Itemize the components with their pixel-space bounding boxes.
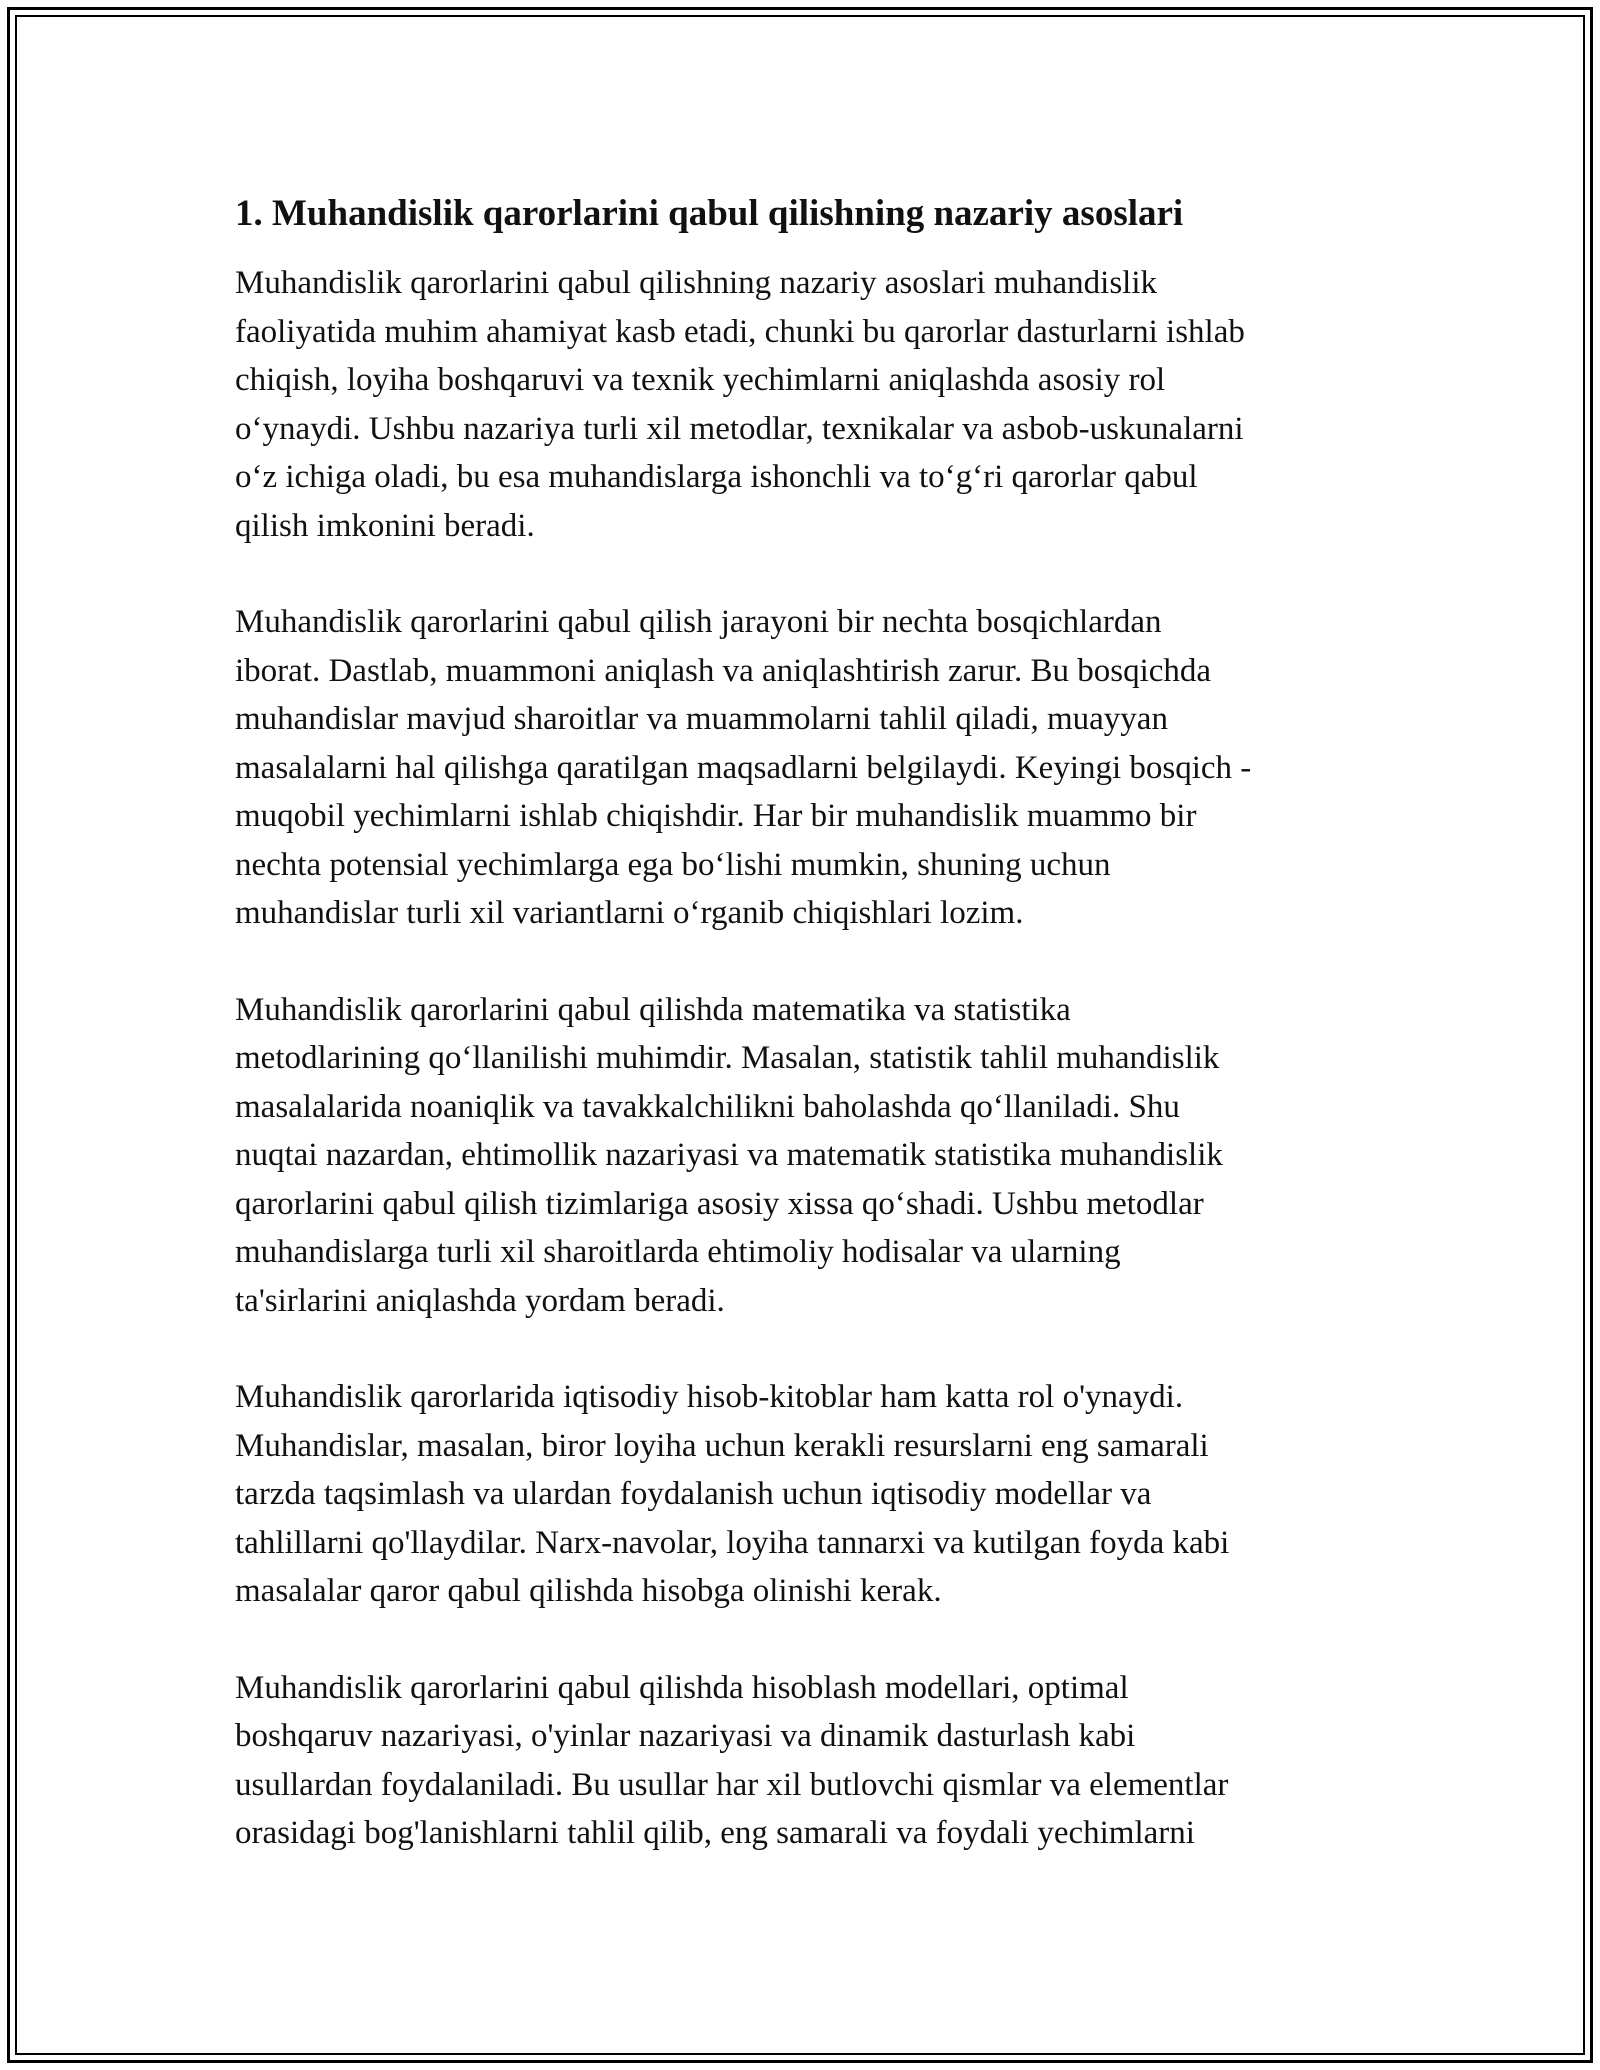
paragraph [235,986,1365,1326]
paragraph-line: iborat. Dastlab, muammoni aniqlash va aniqlashtirish zarur. Bu bosqichda [235,652,1212,689]
paragraph-line: Muhandislik qarorlarida iqtisodiy hisob-kitoblar ham katta rol o'ynaydi. [235,1379,1184,1415]
paragraph-line: Muhandislar, masalan, biror loyiha uchun kerakli resurslarni eng samarali [235,1427,1209,1464]
paragraph-line: Muhandislik qarorlarini qabul qilishning nazariy asoslari muhandislik [235,265,1158,301]
paragraph-line: Muhandislik qarorlarini qabul qilishda hisoblash modellari, optimal [235,1669,1129,1706]
paragraph-line: faoliyatida muhim ahamiyat kasb etadi, chunki bu qarorlar dasturlarni ishlab [235,313,1245,350]
paragraph-list [235,259,1365,1858]
paragraph-line: masalalarni hal qilishga qaratilgan maqsadlarni belgilaydi. Keyingi bosqich - [235,749,1252,786]
paragraph [235,1664,1365,1858]
paragraph [235,598,1365,938]
paragraph-line: tarzda taqsimlash va ulardan foydalanish uchun iqtisodiy modellar va [235,1476,1152,1512]
paragraph-line: muqobil yechimlarni ishlab chiqishdir. Har bir muhandislik muammo bir [235,798,1197,834]
section-heading: 1. Muhandislik qarorlarini qabul qilishning nazariy asoslari [235,193,1184,234]
paragraph-line: muhandislarga turli xil sharoitlarda ehtimoliy hodisalar va ularning [235,1234,1121,1270]
paragraph-line: nechta potensial yechimlarga ega bo‘lishi mumkin, shuning uchun [235,846,1111,883]
paragraph-line: nuqtai nazardan, ehtimollik nazariyasi va matematik statistika muhandislik [235,1137,1223,1173]
paragraph-line: o‘ynaydi. Ushbu nazariya turli xil metodlar, texnikalar va asbob-uskunalarni [235,410,1244,447]
paragraph-line: Muhandislik qarorlarini qabul qilish jarayoni bir nechta bosqichlardan [235,604,1162,640]
paragraph-line: ta'sirlarini aniqlashda yordam beradi. [235,1282,725,1319]
paragraph-line: metodlarining qo‘llanilishi muhimdir. Masalan, statistik tahlil muhandislik [235,1040,1220,1076]
paragraph-line: orasidagi bog'lanishlarni tahlil qilib, eng samarali va foydali yechimlarni [235,1815,1195,1851]
paragraph [235,1373,1365,1616]
paragraph-line: tahlillarni qo'llaydilar. Narx-navolar, loyiha tannarxi va kutilgan foyda kabi [235,1524,1230,1561]
paragraph-line: boshqaruv nazariyasi, o'yinlar nazariyasi va dinamik dasturlash kabi [235,1718,1136,1754]
paragraph-line: chiqish, loyiha boshqaruvi va texnik yechimlarni aniqlashda asosiy rol [235,362,1166,398]
paragraph-line: masalalar qaror qabul qilishda hisobga olinishi kerak. [235,1573,942,1609]
paragraph [235,259,1365,550]
paragraph-line: o‘z ichiga oladi, bu esa muhandislarga ishonchli va to‘g‘ri qarorlar qabul [235,459,1198,495]
paragraph-line: muhandislar mavjud sharoitlar va muammolarni tahlil qiladi, muayyan [235,701,1168,737]
paragraph-line: muhandislar turli xil variantlarni o‘rganib chiqishlari lozim. [235,895,1024,931]
document-body [235,190,1365,1906]
paragraph-line: usullardan foydalaniladi. Bu usullar har xil butlovchi qismlar va elementlar [235,1766,1229,1803]
paragraph-line: masalalarida noaniqlik va tavakkalchilikni baholashda qo‘llaniladi. Shu [235,1088,1180,1125]
paragraph-line: Muhandislik qarorlarini qabul qilishda matematika va statistika [235,991,1071,1028]
paragraph-line: qarorlarini qabul qilish tizimlariga asosiy xissa qo‘shadi. Ushbu metodlar [235,1185,1204,1222]
paragraph-line: qilish imkonini beradi. [235,507,535,544]
